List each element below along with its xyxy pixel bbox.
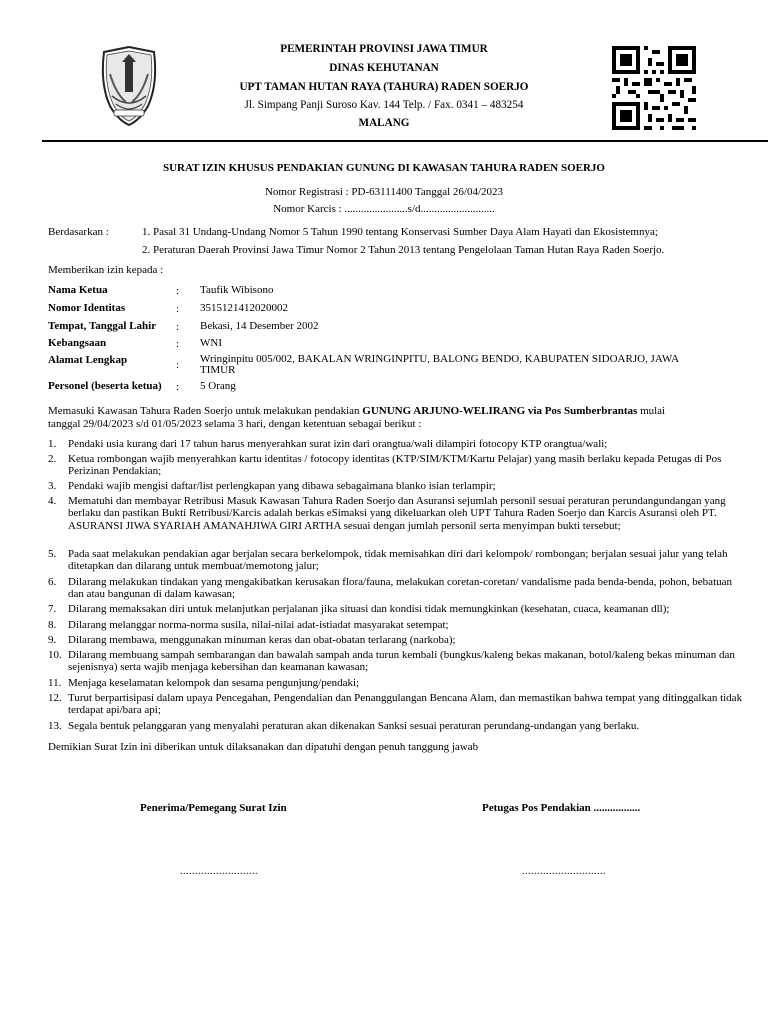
field-colon: : (176, 285, 180, 297)
field-colon: : (176, 359, 180, 371)
list-number: 2. (48, 453, 57, 465)
recipient-signature-line: .......................... (180, 866, 258, 877)
closing-statement: Demikian Surat Izin ini diberikan untuk dilaksanakan dan dipatuhi dengan penuh tanggung jawab (48, 741, 479, 753)
list-text: Pada saat melakukan pendakian agar berjalan secara berkelompok, tidak memisahkan diri dari kelompok/ rombongan; berjalan sesuai jalur yang telah ditetapkan dan dilarang untuk membuat/memotong jalur; (68, 548, 728, 573)
list-number: 13. (48, 720, 62, 732)
officer-signature-line: ............................ (522, 866, 606, 877)
grant-intro: Memberikan izin kepada : (48, 264, 164, 276)
qr-code-icon (612, 46, 696, 130)
list-text: Segala bentuk pelanggaran yang menyalahi peraturan akan dikenakan Sanksi sesuai peraturan perundang-undangan yang berlaku. (68, 720, 640, 732)
list-text: Turut berpartisipasi dalam upaya Pencegahan, Pengendalian dan Penanggulangan Bencana Alam, dan memastikan bahwa tempat yang ditinggalkan tidak terdapat api/bara api; (68, 692, 743, 717)
field-value: Taufik Wibisono (200, 284, 274, 296)
list-number: 4. (48, 495, 57, 507)
header-city: MALANG (358, 117, 410, 129)
list-text: Dilarang melanggar norma-norma susila, nilai-nilai adat-istiadat masyarakat setempat; (68, 619, 449, 631)
field-label: Nomor Identitas (48, 302, 126, 314)
entry-route: GUNUNG ARJUNO-WELIRANG via Pos Sumberbrantas (362, 405, 638, 417)
list-text: Ketua rombongan wajib menyerahkan kartu identitas / fotocopy identitas (KTP/SIM/KTM/Kartu Pelajar) yang masih berlaku kepada Petugas di Pos Perizinan Pendakian; (68, 453, 722, 478)
basis-item-2: 2. Peraturan Daerah Provinsi Jawa Timur Nomor 2 Tahun 2013 tentang Pengelolaan Taman Hutan Raya Raden Soerjo. (142, 244, 665, 256)
field-value: 5 Orang (200, 380, 236, 392)
entry-dates: tanggal 29/04/2023 s/d 01/05/2023 selama 3 hari, dengan ketentuan sebagai berikut : (48, 418, 422, 430)
header-line1: PEMERINTAH PROVINSI JAWA TIMUR (280, 43, 488, 55)
field-label: Tempat, Tanggal Lahir (48, 320, 157, 332)
list-text: Dilarang membawa, menggunakan minuman keras dan obat-obatan terlarang (narkoba); (68, 634, 456, 646)
list-number: 1. (48, 438, 57, 450)
entry-paragraph (48, 405, 748, 418)
officer-signature-label: Petugas Pos Pendakian ................. (482, 802, 641, 814)
field-label: Nama Ketua (48, 284, 108, 296)
header-address: Jl. Simpang Panji Suroso Kav. 144 Telp. / Fax. 0341 – 483254 (244, 99, 524, 111)
list-number: 7. (48, 603, 57, 615)
field-value: 3515121412020002 (200, 302, 288, 314)
list-text: Pendaki usia kurang dari 17 tahun harus menyerahkan surat izin dari orangtua/wali dilampiri fotocopy KTP orangtua/wali; (68, 438, 608, 450)
list-text: Dilarang memaksakan diri untuk melanjutkan perjalanan jika situasi dan kondisi tidak memungkinkan (kesehatan, cuaca, keamanan dll); (68, 603, 670, 615)
registration-number: Nomor Registrasi : PD-63111400 Tanggal 26/04/2023 (264, 186, 504, 198)
list-text: Dilarang melakukan tindakan yang mengakibatkan kerusakan flora/fauna, melakukan coretan-coretan/ vandalisme pada benda-benda, pohon, bebatuan dan atau bangunan di dalam kawasan; (68, 576, 733, 601)
list-text: Menjaga keselamatan kelompok dan sesama pengunjung/pendaki; (68, 677, 360, 689)
entry-text-end: mulai (637, 405, 666, 417)
list-number: 8. (48, 619, 57, 631)
field-label: Personel (beserta ketua) (48, 380, 162, 392)
list-number: 10. (48, 649, 62, 661)
list-number: 6. (48, 576, 57, 588)
list-text: Pendaki wajib mengisi daftar/list perlengkapan yang dibawa sebagaimana blanko isian terlampir; (68, 480, 496, 492)
list-number: 12. (48, 692, 62, 704)
entry-text: Memasuki Kawasan Tahura Raden Soerjo untuk melakukan pendakian (48, 405, 363, 417)
field-colon: : (176, 381, 180, 393)
basis-item-1: 1. Pasal 31 Undang-Undang Nomor 5 Tahun 1990 tentang Konservasi Sumber Daya Alam Hayati dan Ekosistemnya; (142, 226, 658, 238)
list-text: Mematuhi dan membayar Retribusi Masuk Kawasan Tahura Raden Soerjo dan Asuransi sejumlah personil sesuai peraturan perundangundangan yang berlaku dan pastikan Bukti Retribusi/Karcis adalah berkas eSimaksi yang dikeluarkan oleh UPT Tahura Raden Soerjo dan Karcis Asuransi oleh PT. ASURANSI JIWA SYARIAH AMANAHJIWA GIRI ARTHA sesuai dengan jumlah personil serta menyimpan bukti tersebut; (68, 495, 726, 532)
field-colon: : (176, 303, 180, 315)
list-number: 9. (48, 634, 57, 646)
ticket-number: Nomor Karcis : .......................s/d........................... (273, 203, 495, 215)
list-number: 11. (48, 677, 62, 689)
recipient-signature-label: Penerima/Pemegang Surat Izin (140, 802, 287, 814)
field-colon: : (176, 338, 180, 350)
list-number: 5. (48, 548, 57, 560)
field-label: Alamat Lengkap (48, 354, 128, 366)
field-colon: : (176, 321, 180, 333)
letterhead-divider (42, 140, 768, 142)
header-line3: UPT TAMAN HUTAN RAYA (TAHURA) RADEN SOERJO (239, 81, 529, 93)
field-value: Bekasi, 14 Desember 2002 (200, 320, 319, 332)
basis-label: Berdasarkan : (48, 226, 109, 238)
field-value: Wringinpitu 005/002, BAKALAN WRINGINPITU, BALONG BENDO, KABUPATEN SIDOARJO, JAWA TIMUR (200, 353, 679, 376)
list-number: 3. (48, 480, 57, 492)
header-line2: DINAS KEHUTANAN (329, 62, 439, 74)
field-label: Kebangsaan (48, 337, 107, 349)
field-value: WNI (200, 337, 222, 349)
list-text: Dilarang membuang sampah sembarangan dan bawalah sampah anda turun kembali (bungkus/kaleng bekas makanan, botol/kaleng bekas minuman dan sejenisnya) serta wajib menjaga kebersihan dan keamanan kawasan; (68, 649, 735, 674)
document-title: SURAT IZIN KHUSUS PENDAKIAN GUNUNG DI KAWASAN TAHURA RADEN SOERJO (162, 162, 605, 174)
